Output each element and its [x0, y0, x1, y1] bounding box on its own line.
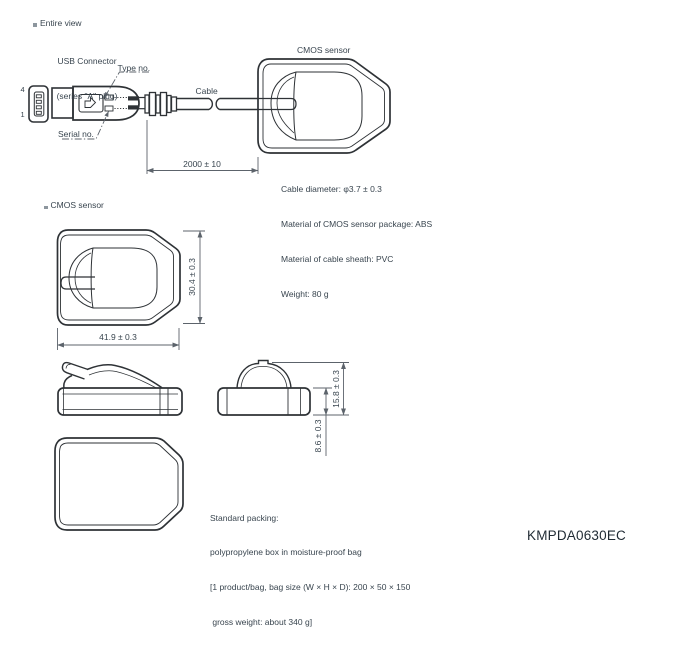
cmos-sensor-front-view [58, 230, 181, 325]
cmos-sensor-label-top: CMOS sensor [297, 45, 351, 55]
dim-text-cable-length: 2000 ± 10 [183, 158, 221, 169]
part-number: KMPDA0630EC [527, 528, 626, 543]
bottom-view [55, 438, 183, 530]
usb-front-view [29, 86, 48, 122]
packing-block [210, 490, 410, 652]
packing-line3: gross weight: about 340 g] [210, 617, 313, 628]
usb-connector-label [50, 33, 124, 125]
cable-break-left [209, 99, 212, 110]
section-title-cmos-sensor: CMOS sensor [50, 200, 104, 210]
dim-text-total-height: 15.8 ± 0.3 [330, 370, 341, 408]
usb-connector-label-line1: USB Connector [57, 56, 117, 66]
cable-stub-front [61, 277, 95, 289]
dim-text-base-height: 8.6 ± 0.3 [313, 418, 323, 453]
packing-title: Standard packing: [210, 512, 279, 523]
packing-line1: polypropylene box in moisture-proof bag [210, 547, 362, 558]
usb-connector-label-line2: (series "A" plug) [56, 90, 118, 101]
section-bullet-icon [33, 23, 37, 27]
section-bullet-icon [44, 206, 48, 210]
spec-cable-diameter: Cable diameter: φ3.7 ± 0.3 [281, 183, 382, 194]
cable-label: Cable [195, 86, 218, 96]
serial-no-label: Serial no. [58, 128, 94, 139]
spec-package-material: Material of CMOS sensor package: ABS [281, 219, 433, 230]
section-title-entire-view: Entire view [40, 17, 82, 28]
side-view-dome [218, 361, 310, 416]
spec-weight: Weight: 80 g [281, 289, 329, 300]
spec-block [281, 161, 432, 325]
spec-sheath-material: Material of cable sheath: PVC [281, 254, 394, 265]
packing-line2: [1 product/bag, bag size (W × H × D): 200 × 50 × 150 [210, 582, 411, 593]
side-view-profile [58, 363, 182, 415]
pin-4-label: 4 [20, 85, 25, 94]
cable-break-right [216, 99, 219, 110]
cmos-sensor-top-view [258, 59, 390, 153]
cable-linework [177, 99, 259, 110]
pin-1-label: 1 [20, 110, 25, 119]
dim-text-sensor-height: 30.4 ± 0.3 [187, 258, 197, 296]
cable-stub-profile [62, 363, 88, 379]
dim-text-sensor-width: 41.9 ± 0.3 [99, 332, 137, 342]
type-no-label: Type no. [117, 62, 151, 73]
